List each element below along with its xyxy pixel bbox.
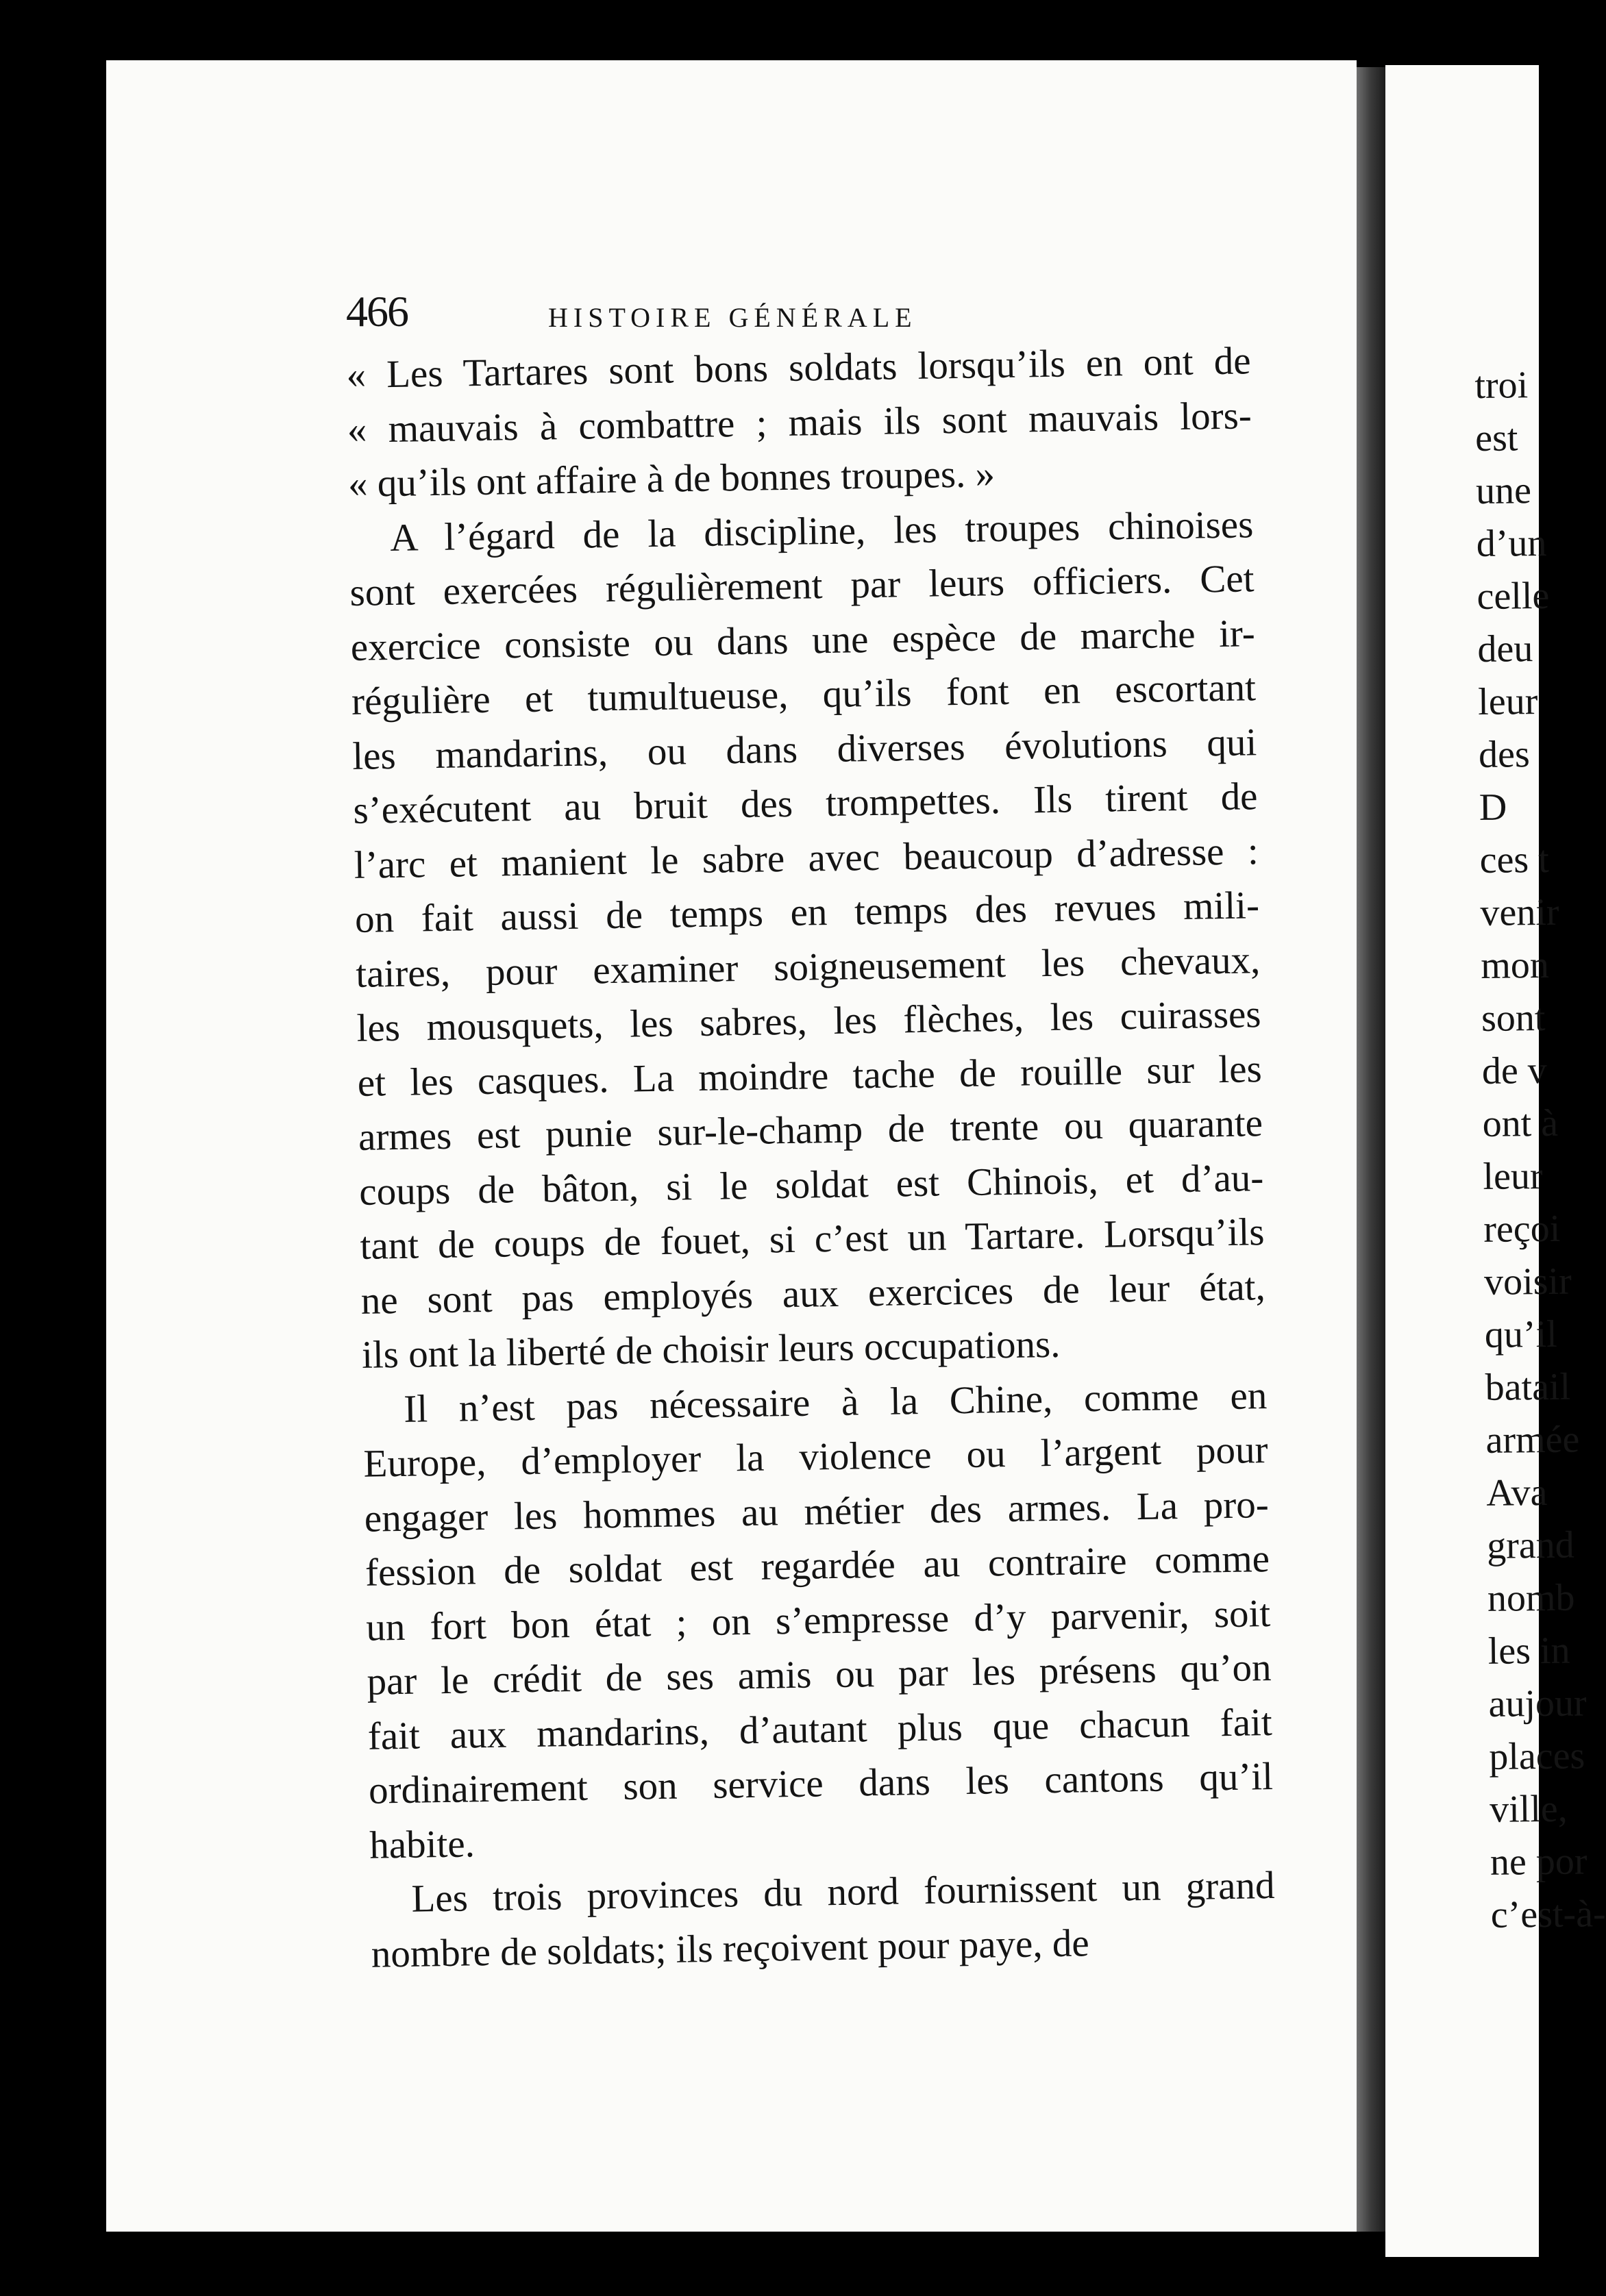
text-line: régulière et tumultueuse, qu’ils font en escortant	[351, 666, 1257, 723]
text-fragment: D	[1479, 786, 1507, 829]
text-fragment: est	[1474, 416, 1518, 460]
text-line: tant de coups de fouet, si c’est un Tartare. Lorsqu’ils	[360, 1210, 1265, 1268]
text-fragment: des	[1478, 733, 1531, 776]
page-number: 466	[346, 287, 408, 336]
text-fragment: places	[1489, 1734, 1585, 1778]
body-text	[346, 334, 1276, 1981]
text-fragment: aujour	[1488, 1682, 1587, 1725]
text-fragment: ne por	[1490, 1840, 1588, 1884]
text-line: Europe, d’employer la violence ou l’argent pour	[363, 1428, 1268, 1486]
text-line: « qu’ils ont affaire à de bonnes troupes. »	[347, 452, 996, 506]
paragraph	[370, 1858, 1276, 1982]
text-fragment: mon	[1480, 943, 1550, 987]
text-fragment: batail	[1485, 1365, 1571, 1409]
text-fragment: venir	[1480, 890, 1559, 934]
text-line: « Les Tartares sont bons soldats lorsqu’ils en ont de	[346, 339, 1251, 397]
text-line: ne sont pas employés aux exercices de leur état,	[360, 1264, 1266, 1323]
text-line: par le crédit de ses amis ou par les présens qu’on	[367, 1646, 1272, 1704]
text-line: Il n’est pas nécessaire à la Chine, comme en	[403, 1373, 1268, 1431]
left-page	[106, 60, 1357, 2232]
running-head: HISTOIRE GÉNÉRALE	[548, 302, 917, 333]
text-fragment: d’un	[1476, 521, 1547, 565]
text-line: s’exécutent au bruit des trompettes. Ils tirent de	[353, 775, 1258, 832]
text-line: on fait aussi de temps en temps des revues mili-	[354, 884, 1260, 941]
text-line: fait aux mandarins, d’autant plus que chacun fait	[367, 1700, 1273, 1758]
text-line: « mauvais à combattre ; mais ils sont mauvais lors-	[347, 393, 1252, 451]
text-line: ordinairement son service dans les cantons qu’il	[368, 1755, 1274, 1812]
text-fragment: leur	[1477, 680, 1538, 723]
book-gutter	[1357, 67, 1385, 2232]
right-page-text-fragments	[1474, 358, 1606, 1942]
text-line: l’arc et manient le sabre avec beaucoup d’adresse :	[354, 829, 1259, 887]
text-line: Les trois provinces du nord fournissent un grand	[411, 1863, 1275, 1921]
text-line: nombre de soldats; ils reçoivent pour paye, de	[371, 1921, 1090, 1976]
text-line: les mousquets, les sabres, les flèches, les cuirasses	[356, 993, 1261, 1050]
text-fragment: c’est-à-	[1490, 1893, 1606, 1936]
text-line: exercice consiste ou dans une espèce de marche ir-	[350, 611, 1256, 669]
paragraph	[362, 1369, 1274, 1873]
text-line: habite.	[369, 1821, 475, 1867]
paragraph	[349, 497, 1267, 1383]
text-fragment: nomb	[1487, 1576, 1575, 1620]
text-fragment: sont	[1481, 996, 1546, 1040]
text-fragment: troi	[1474, 364, 1529, 407]
text-line: engager les hommes au métier des armes. La pro-	[364, 1482, 1270, 1540]
text-line: ils ont la liberté de choisir leurs occupations.	[361, 1322, 1061, 1377]
text-line: armes est punie sur-le-champ de trente ou quarante	[358, 1101, 1263, 1159]
text-line: taires, pour examiner soigneusement les chevaux,	[355, 938, 1261, 996]
text-line: fession de soldat est regardée au contraire comme	[365, 1537, 1270, 1595]
text-fragment: leur	[1483, 1155, 1543, 1198]
text-line: sont exercées régulièrement par leurs officiers. Cet	[349, 557, 1255, 614]
right-page	[1385, 65, 1606, 2257]
text-fragment: celle	[1477, 574, 1550, 618]
text-fragment: grand	[1486, 1523, 1574, 1567]
text-fragment: une	[1475, 469, 1532, 512]
text-fragment: ont à	[1482, 1101, 1559, 1145]
text-fragment: Ava	[1486, 1471, 1548, 1514]
text-line: les mandarins, ou dans diverses évolutions qui	[351, 720, 1257, 778]
text-line: A l’égard de la discipline, les troupes chinoises	[389, 502, 1254, 560]
text-fragment: reçoi	[1483, 1207, 1561, 1251]
text-fragment: de v	[1481, 1049, 1548, 1093]
paragraph	[346, 334, 1253, 511]
text-line: coups de bâton, si le soldat est Chinois, et d’au-	[358, 1156, 1264, 1214]
text-fragment: ces t	[1479, 838, 1550, 882]
text-fragment: voisir	[1483, 1260, 1572, 1303]
text-fragment: armée	[1485, 1418, 1580, 1462]
text-fragment: qu’il	[1484, 1312, 1557, 1356]
text-fragment: deu	[1477, 627, 1533, 671]
text-fragment: ville,	[1489, 1787, 1568, 1831]
text-line: un fort bon état ; on s’empresse d’y parvenir, soit	[365, 1591, 1271, 1649]
text-fragment: les in	[1487, 1629, 1570, 1673]
text-line: et les casques. La moindre tache de rouille sur les	[357, 1047, 1263, 1105]
